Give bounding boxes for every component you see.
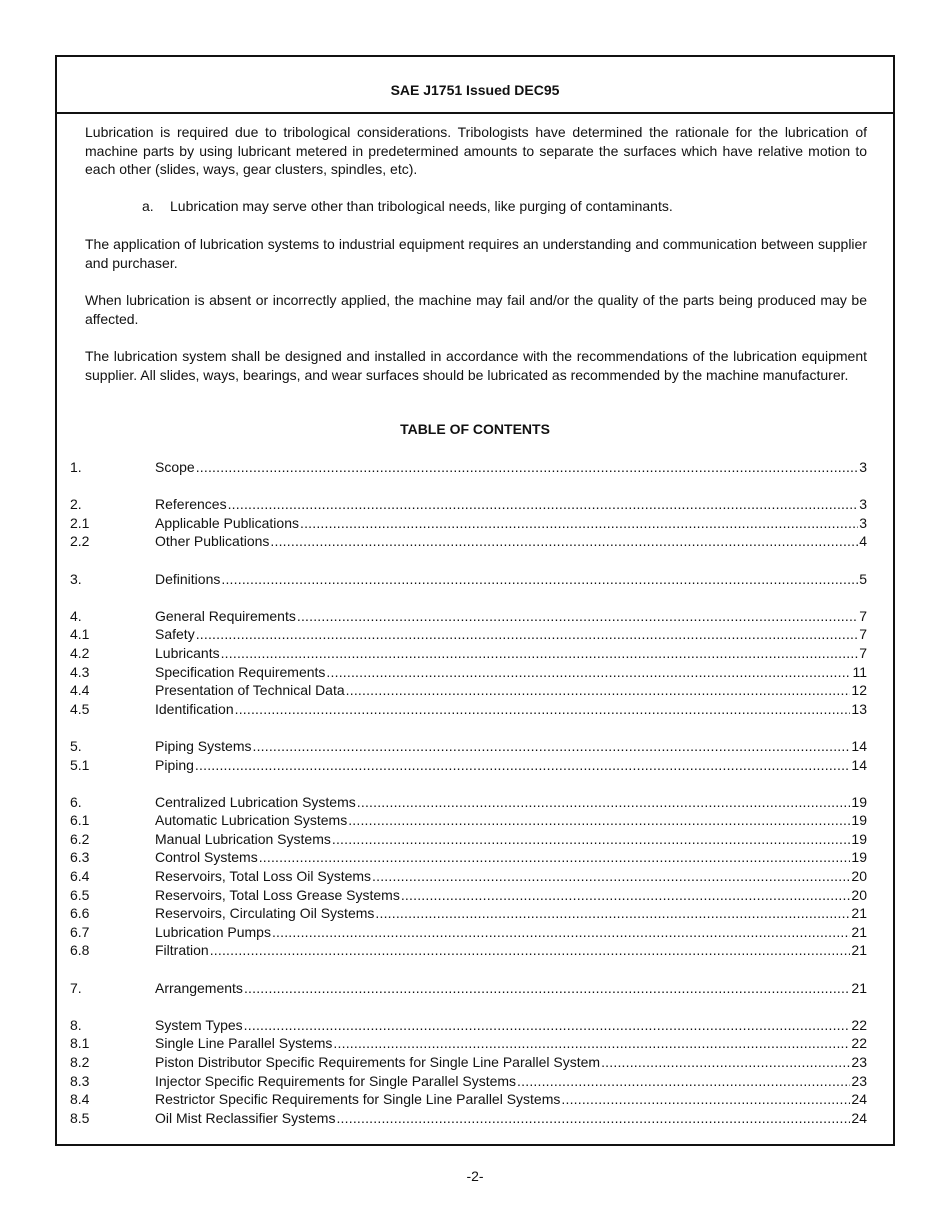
toc-entry-number: 6.4 — [70, 868, 90, 885]
toc-entry-title: Manual Lubrication Systems — [155, 830, 331, 847]
toc-entry — [70, 830, 867, 849]
toc-entry — [70, 514, 867, 533]
toc-entry-title: Restrictor Specific Requirements for Single Line Parallel Systems — [155, 1091, 561, 1108]
toc-entry-number: 4.4 — [70, 682, 90, 699]
document-title: SAE J1751 Issued DEC95 — [390, 82, 560, 98]
toc-leader-dots — [196, 625, 859, 644]
document-frame — [55, 55, 895, 1146]
toc-entry — [70, 625, 867, 644]
toc-leader-dots — [244, 1016, 851, 1035]
toc-spacer — [70, 960, 867, 979]
toc-entry — [70, 458, 867, 477]
toc-entry-title: Piping — [155, 756, 194, 773]
toc-entry — [70, 700, 867, 719]
sub-item-text: Lubrication may serve other than tribological needs, like purging of contaminants. — [170, 198, 673, 214]
toc-entry-title: Reservoirs, Total Loss Oil Systems — [155, 868, 372, 885]
toc-entry-number: 2.2 — [70, 533, 90, 550]
toc-leader-dots — [235, 700, 851, 719]
toc-entry-number: 8.3 — [70, 1072, 90, 1089]
design-paragraph: The lubrication system shall be designed and installed in accordance with the recommendations of the lubrication equipment supplier. All slides, ways, bearings, and wear surfaces should be lubricated as recommended by the machine manufacturer. — [85, 348, 867, 383]
toc-entry-title: General Requirements — [155, 607, 296, 624]
toc-leader-dots — [221, 644, 859, 663]
toc-entry-title: System Types — [155, 1016, 243, 1033]
toc-entry-page: 3 — [859, 459, 867, 475]
toc-entry-page: 5 — [859, 570, 867, 587]
toc-entry-number: 3. — [70, 570, 82, 587]
toc-entry — [70, 1072, 867, 1091]
toc-entry-title: Oil Mist Reclassifier Systems — [155, 1109, 336, 1126]
toc-entry — [70, 867, 867, 886]
intro-paragraph: Lubrication is required due to tribological considerations. Tribologists have determined the rationale for the lubrication of machine parts by using lubricant metered in predetermined amounts to separate the surfaces which have relative motion to each other (slides, ways, gear clusters, spindles, etc). — [85, 124, 867, 178]
toc-entry-title: Definitions — [155, 570, 221, 587]
toc-entry-page: 12 — [851, 682, 867, 699]
toc-entry-title: Applicable Publications — [155, 514, 299, 531]
toc-entry-title: Presentation of Technical Data — [155, 682, 345, 699]
toc-entry-title: Scope — [155, 459, 195, 475]
toc-entry — [70, 644, 867, 663]
toc-entry-number: 8.4 — [70, 1091, 90, 1108]
toc-entry — [70, 663, 867, 682]
toc-entry-title: Safety — [155, 626, 195, 643]
toc-entry-title: Other Publications — [155, 533, 270, 550]
toc-entry-number: 6.7 — [70, 923, 90, 940]
toc-spacer — [70, 477, 867, 496]
toc-leader-dots — [210, 941, 851, 960]
toc-entry-number: 6.8 — [70, 942, 90, 959]
toc-entry-number: 6.3 — [70, 849, 90, 866]
toc-entry — [70, 495, 867, 514]
toc-entry-title: Identification — [155, 700, 234, 717]
toc-entry-page: 21 — [851, 942, 867, 959]
toc-entry — [70, 848, 867, 867]
toc-entry-number: 8.5 — [70, 1109, 90, 1126]
toc-entry — [70, 979, 867, 998]
toc-entry-page: 21 — [851, 979, 867, 996]
toc-leader-dots — [272, 923, 850, 942]
toc-entry — [70, 793, 867, 812]
toc-entry-title: Filtration — [155, 942, 209, 959]
toc-entry-page: 7 — [859, 626, 867, 643]
toc-entry — [70, 811, 867, 830]
page-number: -2- — [466, 1168, 484, 1184]
toc-entry-page: 24 — [851, 1109, 867, 1126]
toc-entry-page: 24 — [851, 1091, 867, 1108]
toc-entry-title: Piston Distributor Specific Requirements for Single Line Parallel System — [155, 1054, 601, 1070]
toc-entry-number: 8.2 — [70, 1054, 90, 1070]
toc-entry — [70, 607, 867, 626]
sub-item — [142, 197, 867, 216]
toc-leader-dots — [375, 904, 850, 923]
toc-leader-dots — [300, 514, 858, 533]
toc-entry-title: Specification Requirements — [155, 663, 326, 680]
toc-entry-number: 6.6 — [70, 905, 90, 922]
toc-leader-dots — [357, 793, 851, 812]
toc-entry — [70, 923, 867, 942]
toc-entry-number: 8. — [70, 1016, 82, 1033]
toc-entry-page: 19 — [851, 812, 867, 829]
toc-entry-number: 4.2 — [70, 644, 90, 661]
toc-spacer — [70, 551, 867, 570]
toc-leader-dots — [221, 570, 858, 589]
toc-entry-title: Reservoirs, Circulating Oil Systems — [155, 905, 375, 922]
toc-spacer — [70, 718, 867, 737]
toc-entry-title: Lubrication Pumps — [155, 923, 271, 940]
toc-leader-dots — [244, 979, 850, 998]
toc-entry-page: 3 — [859, 496, 867, 513]
toc-entry — [70, 756, 867, 775]
toc-entry-page: 23 — [851, 1072, 867, 1089]
toc-leader-dots — [196, 458, 859, 477]
toc-entry-page: 7 — [859, 644, 867, 661]
toc-leader-dots — [336, 1109, 850, 1128]
document-header — [57, 57, 893, 114]
toc-leader-dots — [601, 1053, 850, 1072]
toc-entry-title: Centralized Lubrication Systems — [155, 793, 356, 810]
toc-entry-page: 13 — [851, 700, 867, 717]
toc-entry-page: 21 — [851, 923, 867, 940]
toc-entry-number: 6.2 — [70, 830, 90, 847]
toc-entry-title: Arrangements — [155, 979, 243, 996]
toc-entry-page: 23 — [851, 1054, 867, 1070]
toc-leader-dots — [372, 867, 850, 886]
toc-entry-title: Single Line Parallel Systems — [155, 1035, 333, 1052]
toc-spacer — [70, 774, 867, 793]
toc-entry-page: 4 — [859, 533, 867, 550]
application-paragraph: The application of lubrication systems to industrial equipment requires an understanding and communication between supplier and purchaser. — [85, 236, 867, 271]
toc-leader-dots — [348, 811, 850, 830]
table-of-contents — [70, 458, 867, 1127]
toc-spacer — [70, 588, 867, 607]
toc-entry-page: 19 — [851, 849, 867, 866]
toc-entry-title: Automatic Lubrication Systems — [155, 812, 348, 829]
toc-entry — [70, 1034, 867, 1053]
toc-entry-number: 4.1 — [70, 626, 90, 643]
toc-entry-number: 6.5 — [70, 886, 90, 903]
toc-entry — [70, 570, 867, 589]
toc-entry-page: 20 — [851, 886, 867, 903]
toc-entry-title: Lubricants — [155, 644, 220, 661]
toc-entry-number: 6. — [70, 793, 82, 810]
toc-entry-title: References — [155, 496, 227, 513]
toc-leader-dots — [401, 886, 851, 905]
toc-entry-page: 22 — [851, 1035, 867, 1052]
toc-entry-number: 6.1 — [70, 812, 90, 829]
toc-entry-page: 7 — [859, 607, 867, 624]
toc-entry-number: 4.5 — [70, 700, 90, 717]
toc-leader-dots — [195, 756, 851, 775]
toc-entry-page: 14 — [851, 737, 867, 754]
sub-item-label: a. — [142, 198, 154, 214]
toc-leader-dots — [252, 737, 850, 756]
toc-entry — [70, 886, 867, 905]
toc-leader-dots — [326, 663, 851, 682]
toc-entry-number: 5.1 — [70, 756, 90, 773]
toc-entry-page: 22 — [851, 1016, 867, 1033]
toc-entry-number: 7. — [70, 979, 82, 996]
toc-leader-dots — [270, 532, 858, 551]
absent-lubrication-paragraph: When lubrication is absent or incorrectly applied, the machine may fail and/or the quality of the parts being produced may be affected. — [85, 292, 867, 327]
toc-heading: TABLE OF CONTENTS — [400, 421, 550, 437]
toc-spacer — [70, 997, 867, 1016]
toc-entry-page: 19 — [851, 793, 867, 810]
toc-entry — [70, 737, 867, 756]
toc-entry — [70, 681, 867, 700]
toc-leader-dots — [333, 1034, 850, 1053]
toc-entry-number: 5. — [70, 737, 82, 754]
toc-entry-page: 14 — [851, 756, 867, 773]
toc-entry-title: Control Systems — [155, 849, 258, 866]
toc-entry-number: 2. — [70, 496, 82, 513]
toc-entry-page: 19 — [851, 830, 867, 847]
toc-entry-page: 20 — [851, 868, 867, 885]
toc-entry — [70, 1109, 867, 1128]
toc-entry-page: 11 — [852, 663, 867, 680]
toc-entry — [70, 1016, 867, 1035]
toc-entry-number: 1. — [70, 459, 82, 475]
toc-entry — [70, 904, 867, 923]
toc-entry-page: 21 — [851, 905, 867, 922]
toc-entry-title: Injector Specific Requirements for Single Parallel Systems — [155, 1072, 517, 1089]
toc-entry-number: 4. — [70, 607, 82, 624]
toc-entry — [70, 1090, 867, 1109]
toc-leader-dots — [346, 681, 851, 700]
toc-leader-dots — [332, 830, 851, 849]
toc-leader-dots — [517, 1072, 850, 1091]
toc-entry — [70, 941, 867, 960]
toc-leader-dots — [259, 848, 851, 867]
toc-leader-dots — [228, 495, 859, 514]
toc-entry-title: Piping Systems — [155, 737, 252, 754]
toc-entry-page: 3 — [859, 514, 867, 531]
toc-entry-number: 2.1 — [70, 514, 90, 531]
toc-entry — [70, 532, 867, 551]
toc-entry-title: Reservoirs, Total Loss Grease Systems — [155, 886, 400, 903]
toc-leader-dots — [297, 607, 858, 626]
toc-leader-dots — [561, 1090, 850, 1109]
toc-entry-number: 4.3 — [70, 663, 90, 680]
toc-entry-number: 8.1 — [70, 1035, 90, 1052]
toc-entry — [70, 1053, 867, 1072]
